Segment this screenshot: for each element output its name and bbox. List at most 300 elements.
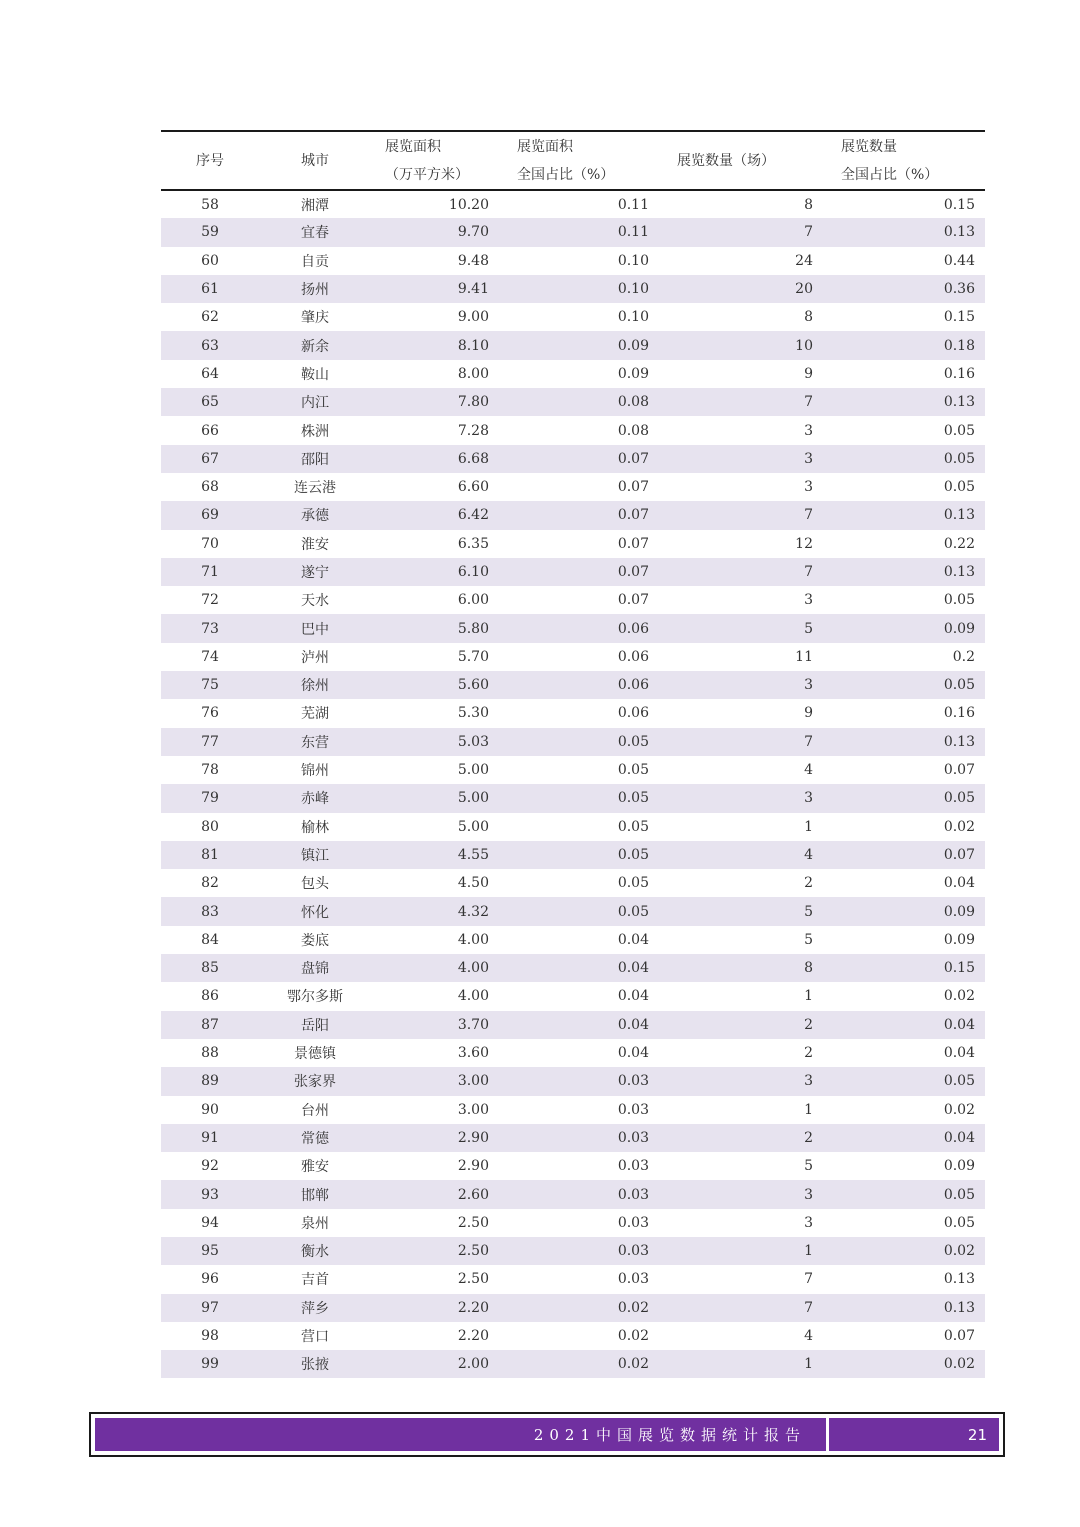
cell-count-pct: 0.05	[943, 790, 975, 807]
table-row	[161, 982, 985, 1010]
table-row	[161, 501, 985, 529]
header-area-line2: （万平方米）	[385, 166, 469, 183]
cell-city: 淮安	[301, 536, 329, 553]
cell-area-pct: 0.02	[617, 1328, 649, 1345]
cell-rank: 77	[201, 733, 219, 750]
cell-count-pct: 0.09	[943, 931, 975, 948]
header-area-pct	[499, 131, 659, 190]
cell-count: 4	[804, 846, 813, 863]
report-title: 2021中国展览数据统计报告	[533, 1426, 806, 1444]
cell-area-pct: 0.10	[617, 281, 649, 298]
cell-count: 7	[804, 733, 813, 750]
cell-count-pct: 0.07	[943, 1328, 975, 1345]
table-row	[161, 331, 985, 359]
cell-rank: 59	[201, 224, 219, 241]
cell-area: 2.50	[457, 1271, 489, 1288]
table-row	[161, 1152, 985, 1180]
cell-city: 承德	[301, 508, 329, 525]
header-count-pct	[823, 131, 985, 190]
cell-city: 锦州	[301, 763, 329, 780]
cell-city: 内江	[301, 395, 329, 412]
cell-rank: 68	[201, 479, 219, 496]
cell-area-pct: 0.05	[617, 903, 649, 920]
cell-area-pct: 0.09	[617, 365, 649, 382]
cell-area: 4.00	[457, 931, 489, 948]
cell-area-pct: 0.03	[617, 1271, 649, 1288]
cell-area-pct: 0.06	[617, 648, 649, 665]
cell-count-pct: 0.05	[943, 677, 975, 694]
cell-area-pct: 0.06	[617, 677, 649, 694]
cell-count: 12	[795, 535, 813, 552]
header-area-line1: 展览面积	[385, 138, 441, 155]
cell-count: 3	[804, 479, 813, 496]
table-row	[161, 218, 985, 246]
cell-rank: 66	[201, 422, 219, 439]
cell-rank: 86	[201, 988, 219, 1005]
cell-area: 8.10	[457, 337, 489, 354]
table-row	[161, 247, 985, 275]
cell-area: 6.35	[457, 535, 489, 552]
cell-count: 2	[804, 1129, 813, 1146]
cell-area-pct: 0.03	[617, 1243, 649, 1260]
cell-count: 5	[804, 620, 813, 637]
cell-city: 天水	[301, 593, 329, 610]
cell-count: 4	[804, 1328, 813, 1345]
table-row	[161, 614, 985, 642]
cell-city: 徐州	[301, 678, 329, 695]
footer-band	[95, 1418, 999, 1451]
cell-count-pct: 0.2	[952, 648, 975, 665]
cell-count-pct: 0.05	[943, 422, 975, 439]
cell-area: 4.32	[457, 903, 489, 920]
cell-area-pct: 0.07	[617, 479, 649, 496]
cell-rank: 78	[201, 762, 219, 779]
cell-count: 1	[804, 1356, 813, 1373]
cell-rank: 80	[201, 818, 219, 835]
cell-city: 泉州	[301, 1215, 329, 1232]
cell-area: 2.00	[457, 1356, 489, 1373]
cell-city: 株洲	[301, 423, 329, 440]
cell-rank: 74	[201, 648, 219, 665]
cell-count-pct: 0.04	[943, 1045, 975, 1062]
table-row	[161, 1067, 985, 1095]
cell-count: 3	[804, 422, 813, 439]
cell-rank: 75	[201, 677, 219, 694]
cell-area: 6.42	[457, 507, 489, 524]
cell-area: 3.60	[457, 1045, 489, 1062]
header-area-pct-line2: 全国占比（%）	[517, 166, 615, 183]
cell-area-pct: 0.03	[617, 1158, 649, 1175]
cell-count: 20	[795, 281, 813, 298]
cell-rank: 89	[201, 1073, 219, 1090]
footer-bar	[89, 1412, 1005, 1457]
cell-count: 7	[804, 224, 813, 241]
cell-area: 4.00	[457, 960, 489, 977]
cell-city: 赤峰	[301, 791, 329, 808]
cell-city: 镇江	[301, 847, 329, 864]
cell-area-pct: 0.07	[617, 450, 649, 467]
cell-city: 营口	[301, 1329, 329, 1346]
cell-city: 新余	[301, 338, 329, 355]
cell-rank: 91	[201, 1129, 219, 1146]
table-row	[161, 671, 985, 699]
cell-area: 2.90	[457, 1129, 489, 1146]
cell-city: 湘潭	[301, 197, 329, 214]
cell-city: 自贡	[301, 253, 329, 270]
cell-count-pct: 0.36	[943, 281, 975, 298]
cell-count-pct: 0.02	[943, 1101, 975, 1118]
cell-rank: 84	[201, 931, 219, 948]
cell-city: 包头	[301, 876, 329, 893]
cell-rank: 69	[201, 507, 219, 524]
header-area-pct-line1: 展览面积	[517, 138, 573, 155]
cell-area: 9.00	[457, 309, 489, 326]
cell-city: 吉首	[301, 1272, 329, 1289]
cell-area-pct: 0.09	[617, 337, 649, 354]
cell-count-pct: 0.04	[943, 875, 975, 892]
table-row	[161, 360, 985, 388]
cell-rank: 85	[201, 960, 219, 977]
table-row	[161, 813, 985, 841]
cell-count-pct: 0.02	[943, 988, 975, 1005]
cell-area: 5.00	[457, 762, 489, 779]
cell-city: 东营	[301, 734, 329, 751]
cell-rank: 92	[201, 1158, 219, 1175]
cell-rank: 81	[201, 846, 219, 863]
cell-rank: 87	[201, 1016, 219, 1033]
table-row	[161, 869, 985, 897]
cell-city: 盘锦	[301, 961, 329, 978]
table-body	[161, 190, 985, 1378]
cell-city: 宜春	[301, 225, 329, 242]
cell-area: 9.41	[457, 281, 489, 298]
header-count: 展览数量（场）	[659, 131, 823, 190]
cell-city: 岳阳	[301, 1017, 329, 1034]
cell-count-pct: 0.02	[943, 1243, 975, 1260]
cell-count: 7	[804, 507, 813, 524]
cell-city: 怀化	[301, 904, 329, 921]
table-row	[161, 756, 985, 784]
cell-rank: 58	[201, 196, 219, 213]
cell-city: 张家界	[294, 1074, 336, 1091]
cell-area: 5.30	[457, 705, 489, 722]
cell-city: 肇庆	[301, 310, 329, 327]
cell-area-pct: 0.02	[617, 1299, 649, 1316]
cell-count: 11	[795, 648, 813, 665]
cell-area: 5.70	[457, 648, 489, 665]
header-count-pct-line2: 全国占比（%）	[841, 166, 939, 183]
cell-area: 5.80	[457, 620, 489, 637]
cell-count-pct: 0.22	[943, 535, 975, 552]
cell-count-pct: 0.05	[943, 592, 975, 609]
table-row	[161, 1011, 985, 1039]
cell-city: 榆林	[301, 819, 329, 836]
cell-area: 2.90	[457, 1158, 489, 1175]
cell-city: 衡水	[301, 1244, 329, 1261]
cell-count-pct: 0.13	[943, 1299, 975, 1316]
cell-count: 3	[804, 677, 813, 694]
cell-count: 7	[804, 1299, 813, 1316]
cell-city: 泸州	[301, 649, 329, 666]
table-row	[161, 841, 985, 869]
cell-city: 遂宁	[301, 565, 329, 581]
cell-count-pct: 0.13	[943, 394, 975, 411]
cell-city: 鄂尔多斯	[287, 989, 343, 1006]
cell-city: 巴中	[301, 621, 329, 638]
cell-area: 3.70	[457, 1016, 489, 1033]
cell-count: 2	[804, 1016, 813, 1033]
cell-city: 萍乡	[301, 1300, 329, 1317]
table-row	[161, 275, 985, 303]
cell-area-pct: 0.05	[617, 818, 649, 835]
table-row	[161, 190, 985, 218]
cell-area: 9.70	[457, 224, 489, 241]
cell-count-pct: 0.07	[943, 762, 975, 779]
cell-area: 6.10	[457, 564, 489, 580]
cell-city: 张掖	[301, 1357, 329, 1374]
cell-count-pct: 0.18	[943, 337, 975, 354]
cell-count: 3	[804, 1186, 813, 1203]
cell-area: 2.60	[457, 1186, 489, 1203]
cell-count-pct: 0.05	[943, 479, 975, 496]
cell-city: 邯郸	[301, 1187, 329, 1204]
cell-area: 2.50	[457, 1243, 489, 1260]
table-row	[161, 1209, 985, 1237]
cell-area-pct: 0.05	[617, 762, 649, 779]
cell-area-pct: 0.11	[617, 224, 649, 241]
cell-area: 8.00	[457, 365, 489, 382]
footer-page-cell	[829, 1418, 999, 1451]
cell-count-pct: 0.09	[943, 620, 975, 637]
cell-city: 雅安	[301, 1159, 329, 1176]
cell-rank: 62	[201, 309, 219, 326]
cell-area-pct: 0.05	[617, 846, 649, 863]
page-number: 21	[967, 1425, 987, 1444]
cell-area-pct: 0.10	[617, 309, 649, 326]
cell-count-pct: 0.05	[943, 1073, 975, 1090]
exhibition-data-table	[161, 130, 985, 1378]
cell-count-pct: 0.02	[943, 818, 975, 835]
cell-count-pct: 0.04	[943, 1129, 975, 1146]
cell-count-pct: 0.15	[943, 196, 975, 213]
cell-area-pct: 0.03	[617, 1214, 649, 1231]
cell-area-pct: 0.07	[617, 507, 649, 524]
table-row	[161, 926, 985, 954]
cell-area-pct: 0.07	[617, 564, 649, 580]
table-row	[161, 1350, 985, 1378]
cell-area: 6.60	[457, 479, 489, 496]
cell-count: 2	[804, 1045, 813, 1062]
cell-rank: 88	[201, 1045, 219, 1062]
cell-count: 5	[804, 903, 813, 920]
cell-city: 景德镇	[294, 1046, 336, 1063]
cell-count-pct: 0.13	[943, 1271, 975, 1288]
cell-count-pct: 0.04	[943, 1016, 975, 1033]
cell-area: 4.50	[457, 875, 489, 892]
cell-area-pct: 0.03	[617, 1186, 649, 1203]
cell-area: 5.60	[457, 677, 489, 694]
cell-area-pct: 0.08	[617, 394, 649, 411]
cell-count: 3	[804, 450, 813, 467]
cell-count: 3	[804, 592, 813, 609]
footer-title-cell	[95, 1418, 829, 1451]
cell-rank: 94	[201, 1214, 219, 1231]
cell-count-pct: 0.05	[943, 1186, 975, 1203]
cell-area-pct: 0.10	[617, 252, 649, 269]
table-row	[161, 1322, 985, 1350]
cell-count-pct: 0.13	[943, 224, 975, 241]
cell-count: 8	[804, 960, 813, 977]
header-city: 城市	[259, 131, 371, 190]
cell-rank: 82	[201, 875, 219, 892]
cell-area-pct: 0.05	[617, 733, 649, 750]
cell-city: 芜湖	[301, 706, 329, 723]
cell-count-pct: 0.44	[943, 252, 975, 269]
cell-area-pct: 0.03	[617, 1101, 649, 1118]
table-row	[161, 897, 985, 925]
header-rank: 序号	[161, 131, 259, 190]
cell-area-pct: 0.05	[617, 875, 649, 892]
table-row	[161, 416, 985, 444]
cell-area: 2.50	[457, 1214, 489, 1231]
table-row	[161, 1096, 985, 1124]
table-row	[161, 728, 985, 756]
cell-rank: 67	[201, 450, 219, 467]
cell-rank: 90	[201, 1101, 219, 1118]
cell-area-pct: 0.05	[617, 790, 649, 807]
table-header-row	[161, 131, 985, 190]
header-count-pct-line1: 展览数量	[841, 138, 897, 155]
table-row	[161, 643, 985, 671]
cell-area: 3.00	[457, 1073, 489, 1090]
table-row	[161, 699, 985, 727]
cell-count-pct: 0.13	[943, 564, 975, 580]
cell-count-pct: 0.13	[943, 733, 975, 750]
cell-rank: 83	[201, 903, 219, 920]
cell-count-pct: 0.07	[943, 846, 975, 863]
cell-count: 3	[804, 1073, 813, 1090]
cell-area-pct: 0.06	[617, 705, 649, 722]
cell-city: 邵阳	[301, 451, 329, 468]
cell-rank: 76	[201, 705, 219, 722]
cell-area-pct: 0.03	[617, 1129, 649, 1146]
cell-count-pct: 0.15	[943, 960, 975, 977]
table-row	[161, 530, 985, 558]
cell-area-pct: 0.02	[617, 1356, 649, 1373]
cell-area: 4.55	[457, 846, 489, 863]
cell-count: 1	[804, 818, 813, 835]
cell-rank: 93	[201, 1186, 219, 1203]
cell-rank: 61	[201, 281, 219, 298]
cell-area: 6.00	[457, 592, 489, 609]
cell-area: 4.00	[457, 988, 489, 1005]
cell-area: 7.80	[457, 394, 489, 411]
cell-area-pct: 0.04	[617, 960, 649, 977]
table-row	[161, 473, 985, 501]
cell-count-pct: 0.16	[943, 705, 975, 722]
cell-count: 24	[795, 252, 813, 269]
table-row	[161, 1265, 985, 1293]
cell-area: 9.48	[457, 252, 489, 269]
header-area	[371, 131, 499, 190]
table-row	[161, 784, 985, 812]
cell-area: 6.68	[457, 450, 489, 467]
cell-count: 4	[804, 762, 813, 779]
cell-area-pct: 0.08	[617, 422, 649, 439]
cell-rank: 95	[201, 1243, 219, 1260]
cell-count: 8	[804, 196, 813, 213]
cell-count: 1	[804, 1243, 813, 1260]
cell-count: 5	[804, 931, 813, 948]
cell-area: 2.20	[457, 1299, 489, 1316]
cell-count: 1	[804, 1101, 813, 1118]
cell-area: 10.20	[448, 196, 489, 213]
table-row	[161, 1237, 985, 1265]
table-row	[161, 1124, 985, 1152]
cell-count-pct: 0.02	[943, 1356, 975, 1373]
cell-area-pct: 0.04	[617, 931, 649, 948]
cell-count-pct: 0.13	[943, 507, 975, 524]
cell-city: 台州	[301, 1102, 329, 1119]
cell-rank: 73	[201, 620, 219, 637]
cell-rank: 65	[201, 394, 219, 411]
cell-area-pct: 0.11	[617, 196, 649, 213]
cell-city: 常德	[301, 1130, 329, 1147]
cell-count-pct: 0.09	[943, 1158, 975, 1175]
table-row	[161, 1180, 985, 1208]
cell-city: 娄底	[301, 932, 329, 949]
cell-city: 扬州	[301, 282, 329, 299]
cell-count: 7	[804, 394, 813, 411]
cell-rank: 64	[201, 365, 219, 382]
cell-rank: 97	[201, 1299, 219, 1316]
cell-area-pct: 0.07	[617, 592, 649, 609]
cell-rank: 72	[201, 592, 219, 609]
cell-area: 5.00	[457, 818, 489, 835]
cell-count: 1	[804, 988, 813, 1005]
cell-area-pct: 0.04	[617, 1045, 649, 1062]
cell-rank: 96	[201, 1271, 219, 1288]
cell-rank: 71	[201, 564, 219, 580]
cell-count: 9	[804, 365, 813, 382]
cell-rank: 63	[201, 337, 219, 354]
cell-count: 7	[804, 564, 813, 580]
table-row	[161, 586, 985, 614]
cell-city: 鞍山	[301, 366, 329, 383]
cell-area: 5.00	[457, 790, 489, 807]
cell-count: 9	[804, 705, 813, 722]
cell-count-pct: 0.05	[943, 1214, 975, 1231]
exhibition-data-table-container	[161, 130, 975, 1378]
cell-area-pct: 0.04	[617, 1016, 649, 1033]
cell-rank: 60	[201, 252, 219, 269]
cell-rank: 79	[201, 790, 219, 807]
table-row	[161, 445, 985, 473]
cell-area-pct: 0.06	[617, 620, 649, 637]
cell-count: 8	[804, 309, 813, 326]
cell-area-pct: 0.04	[617, 988, 649, 1005]
table-row	[161, 388, 985, 416]
table-row	[161, 558, 985, 586]
cell-rank: 70	[201, 535, 219, 552]
cell-count: 3	[804, 790, 813, 807]
cell-area: 2.20	[457, 1328, 489, 1345]
table-row	[161, 1039, 985, 1067]
cell-count: 5	[804, 1158, 813, 1175]
cell-area-pct: 0.03	[617, 1073, 649, 1090]
table-row	[161, 303, 985, 331]
cell-count: 10	[795, 337, 813, 354]
